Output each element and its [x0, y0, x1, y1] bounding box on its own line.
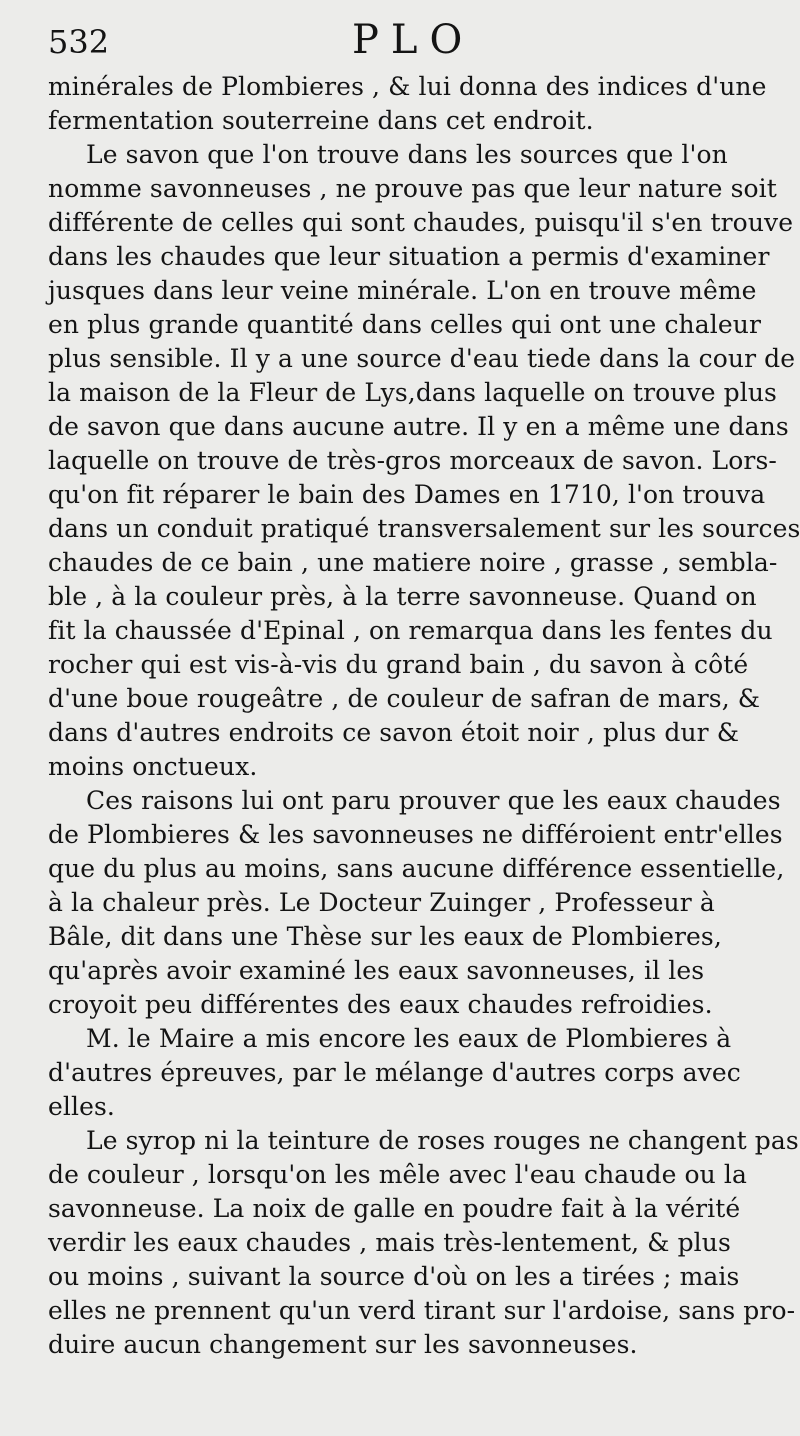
text-line: chaudes de ce bain , une matiere noire , grasse , sembla- — [48, 548, 778, 577]
text-line: ou moins , suivant la source d'où on les a tirées ; mais — [48, 1262, 740, 1291]
text-line: Le syrop ni la teinture de roses rouges ne changent pas — [86, 1126, 799, 1155]
text-line: duire aucun changement sur les savonneuses. — [48, 1330, 638, 1359]
running-head: PLO — [352, 17, 475, 63]
text-line: dans les chaudes que leur situation a permis d'examiner — [48, 242, 770, 271]
text-line: Bâle, dit dans une Thèse sur les eaux de Plombieres, — [48, 922, 722, 951]
text-line: ble , à la couleur près, à la terre savonneuse. Quand on — [48, 582, 757, 611]
text-line: différente de celles qui sont chaudes, puisqu'il s'en trouve — [48, 208, 794, 237]
text-line: elles. — [48, 1092, 115, 1121]
paragraph — [48, 138, 800, 784]
text-line: de couleur , lorsqu'on les mêle avec l'eau chaude ou la — [48, 1160, 748, 1189]
text-line: jusques dans leur veine minérale. L'on en trouve même — [48, 276, 757, 305]
text-line: elles ne prennent qu'un verd tirant sur l'ardoise, sans pro- — [48, 1296, 796, 1325]
text-line: de Plombieres & les savonneuses ne différoient entr'elles — [48, 820, 783, 849]
text-line: la maison de la Fleur de Lys,dans laquelle on trouve plus — [48, 378, 777, 407]
text-line: d'autres épreuves, par le mélange d'autres corps avec — [48, 1058, 741, 1087]
paragraph — [48, 70, 767, 138]
text-line: qu'après avoir examiné les eaux savonneuses, il les — [48, 956, 705, 985]
text-line: M. le Maire a mis encore les eaux de Plombieres à — [86, 1024, 732, 1053]
text-line: minérales de Plombieres , & lui donna des indices d'une — [48, 72, 767, 101]
text-line: fit la chaussée d'Epinal , on remarqua dans les fentes du — [48, 616, 773, 645]
page-number: 532 — [48, 23, 110, 61]
text-line: qu'on fit réparer le bain des Dames en 1710, l'on trouva — [48, 480, 766, 509]
text-line: nomme savonneuses , ne prouve pas que leur nature soit — [48, 174, 777, 203]
text-line: à la chaleur près. Le Docteur Zuinger , Professeur à — [48, 888, 715, 917]
paragraph — [48, 1124, 799, 1362]
text-line: Ces raisons lui ont paru prouver que les eaux chaudes — [86, 786, 781, 815]
text-line: que du plus au moins, sans aucune différence essentielle, — [48, 854, 785, 883]
text-line: rocher qui est vis-à-vis du grand bain , du savon à côté — [48, 650, 749, 679]
text-line: plus sensible. Il y a une source d'eau tiede dans la cour de — [48, 344, 796, 373]
text-line: d'une boue rougeâtre , de couleur de safran de mars, & — [48, 684, 761, 713]
text-line: croyoit peu différentes des eaux chaudes refroidies. — [48, 990, 713, 1019]
text-line: dans d'autres endroits ce savon étoit noir , plus dur & — [48, 718, 740, 747]
text-line: laquelle on trouve de très-gros morceaux de savon. Lors- — [48, 446, 777, 475]
text-line: moins onctueux. — [48, 752, 258, 781]
body-text — [48, 70, 800, 1362]
paragraph — [48, 784, 785, 1022]
text-line: de savon que dans aucune autre. Il y en a même une dans — [48, 412, 789, 441]
text-line: dans un conduit pratiqué transversalement sur les sources — [48, 514, 800, 543]
text-line: savonneuse. La noix de galle en poudre fait à la vérité — [48, 1194, 741, 1223]
text-line: en plus grande quantité dans celles qui ont une chaleur — [48, 310, 761, 339]
paragraph — [48, 1022, 758, 1124]
text-line: Le savon que l'on trouve dans les sources que l'on — [86, 140, 728, 169]
page-header — [0, 10, 800, 70]
text-line: verdir les eaux chaudes , mais très-lentement, & plus — [48, 1228, 731, 1257]
text-line: fermentation souterreine dans cet endroit. — [48, 106, 594, 135]
